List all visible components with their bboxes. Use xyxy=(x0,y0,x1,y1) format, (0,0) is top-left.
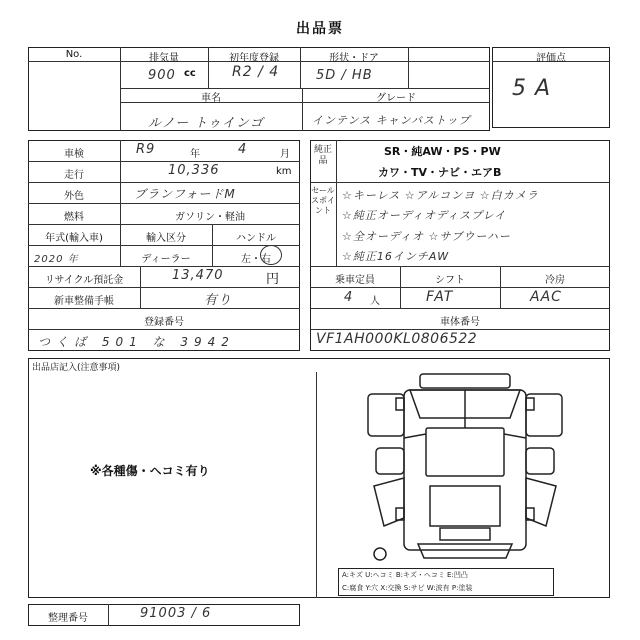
sales-point-3: ☆全オーディオ ☆サブウーハー xyxy=(342,230,511,243)
mileage-value: 10,336 xyxy=(168,163,220,178)
displacement-label: 排気量 xyxy=(149,53,179,64)
form-title: 出品票 xyxy=(296,21,344,37)
displacement-unit: cc xyxy=(184,68,196,79)
left-door-rear xyxy=(376,448,404,474)
maintenance-value: 有り xyxy=(204,293,233,308)
chassis-value: VF1AH000KL0806522 xyxy=(316,331,478,347)
inspection-month-value: 4 xyxy=(238,142,248,157)
car-rear-bumper xyxy=(418,544,512,558)
handle-label: ハンドル xyxy=(236,233,276,244)
first-reg-value: R2 / 4 xyxy=(232,64,280,80)
seats-unit: 人 xyxy=(370,296,380,307)
reg-number-label: 登録番号 xyxy=(144,317,184,328)
fuel-label: 燃料 xyxy=(64,212,84,223)
reg-number-value: つくば 501 な 3942 xyxy=(38,335,235,349)
handle-right-circle xyxy=(260,245,282,265)
inspection-year-value: R9 xyxy=(136,142,156,157)
no-label: No. xyxy=(65,49,83,60)
shift-value: FAT xyxy=(426,289,454,305)
handle-value: 左・右 xyxy=(241,254,271,265)
legend-line2: C:腐食 Y:穴 X:交換 S:サビ W:波有 P:塗装 xyxy=(342,584,473,592)
right-door-rear xyxy=(526,448,554,474)
first-reg-label: 初年度登録 xyxy=(229,53,279,64)
ac-value: AAC xyxy=(530,289,562,305)
mileage-label: 走行 xyxy=(64,170,84,181)
car-diagram xyxy=(360,368,570,563)
inspection-label: 車検 xyxy=(64,149,84,160)
import-year-value: 2020 年 xyxy=(34,254,79,265)
grade-label: グレード xyxy=(376,93,416,104)
shift-label: シフト xyxy=(435,275,465,286)
right-fender xyxy=(526,478,556,526)
vehicle-name-label: 車名 xyxy=(201,93,221,104)
footer-label: 整理番号 xyxy=(48,613,88,624)
left-door-front xyxy=(368,394,404,436)
sales-point-1: ☆キーレス ☆アルコンヨ ☆白カメラ xyxy=(342,189,539,202)
right-door-front xyxy=(526,394,562,436)
seats-value: 4 xyxy=(344,290,354,305)
grade-value: インテンス キャンバストップ xyxy=(312,114,471,127)
legend-line1: A:キズ U:ヘコミ B:キズ・ヘコミ E:凹凸 xyxy=(342,571,468,579)
score-value: 5 A xyxy=(512,76,552,101)
import-class-label: 輸入区分 xyxy=(146,233,186,244)
sales-point-2: ☆純正オーディオディスプレイ xyxy=(342,209,507,222)
inspection-year-unit: 年 xyxy=(190,149,200,160)
ac-label: 冷房 xyxy=(545,275,565,286)
genuine-label: 純正品 xyxy=(313,145,332,166)
left-fender xyxy=(374,478,404,526)
wheel-front-right xyxy=(526,398,534,410)
equipment-row2: カワ・TV・ナビ・エアB xyxy=(378,166,502,179)
vehicle-name-value: ルノー トゥインゴ xyxy=(148,116,264,131)
shape-value: 5D / HB xyxy=(316,68,373,83)
sales-point-label: セールスポイント xyxy=(311,186,335,215)
car-hood xyxy=(430,486,500,526)
grille xyxy=(440,528,490,540)
color-value: ブランフォードM xyxy=(134,187,236,201)
color-label: 外色 xyxy=(64,191,84,202)
displacement-value: 900 xyxy=(148,68,176,83)
sales-point-4: ☆純正16インチAW xyxy=(342,250,450,263)
car-cabin xyxy=(426,428,504,476)
chassis-label: 車体番号 xyxy=(440,317,480,328)
import-year-label: 年式(輸入車) xyxy=(45,233,103,244)
import-class-value: ディーラー xyxy=(141,254,191,265)
recycle-value: 13,470 xyxy=(172,268,224,283)
inspection-month-unit: 月 xyxy=(280,149,290,160)
shape-label: 形状・ドア xyxy=(329,53,379,64)
recycle-unit: 円 xyxy=(266,272,280,287)
fuel-value: ガソリン・軽油 xyxy=(175,212,245,223)
maintenance-label: 新車整備手帳 xyxy=(54,296,114,307)
mileage-unit: km xyxy=(276,166,292,177)
equipment-row1: SR・純AW・PS・PW xyxy=(384,145,501,158)
spare-tire xyxy=(374,548,386,560)
seats-label: 乗車定員 xyxy=(335,275,375,286)
wheel-front-left xyxy=(396,398,404,410)
car-roof xyxy=(420,374,510,388)
notes-text: ※各種傷・ヘコミ有り xyxy=(90,464,210,478)
footer-value: 91003 / 6 xyxy=(140,606,212,621)
notes-label: 出品店記入(注意事項) xyxy=(32,363,121,373)
recycle-label: リサイクル預託金 xyxy=(44,275,124,286)
score-label: 評価点 xyxy=(536,53,566,64)
